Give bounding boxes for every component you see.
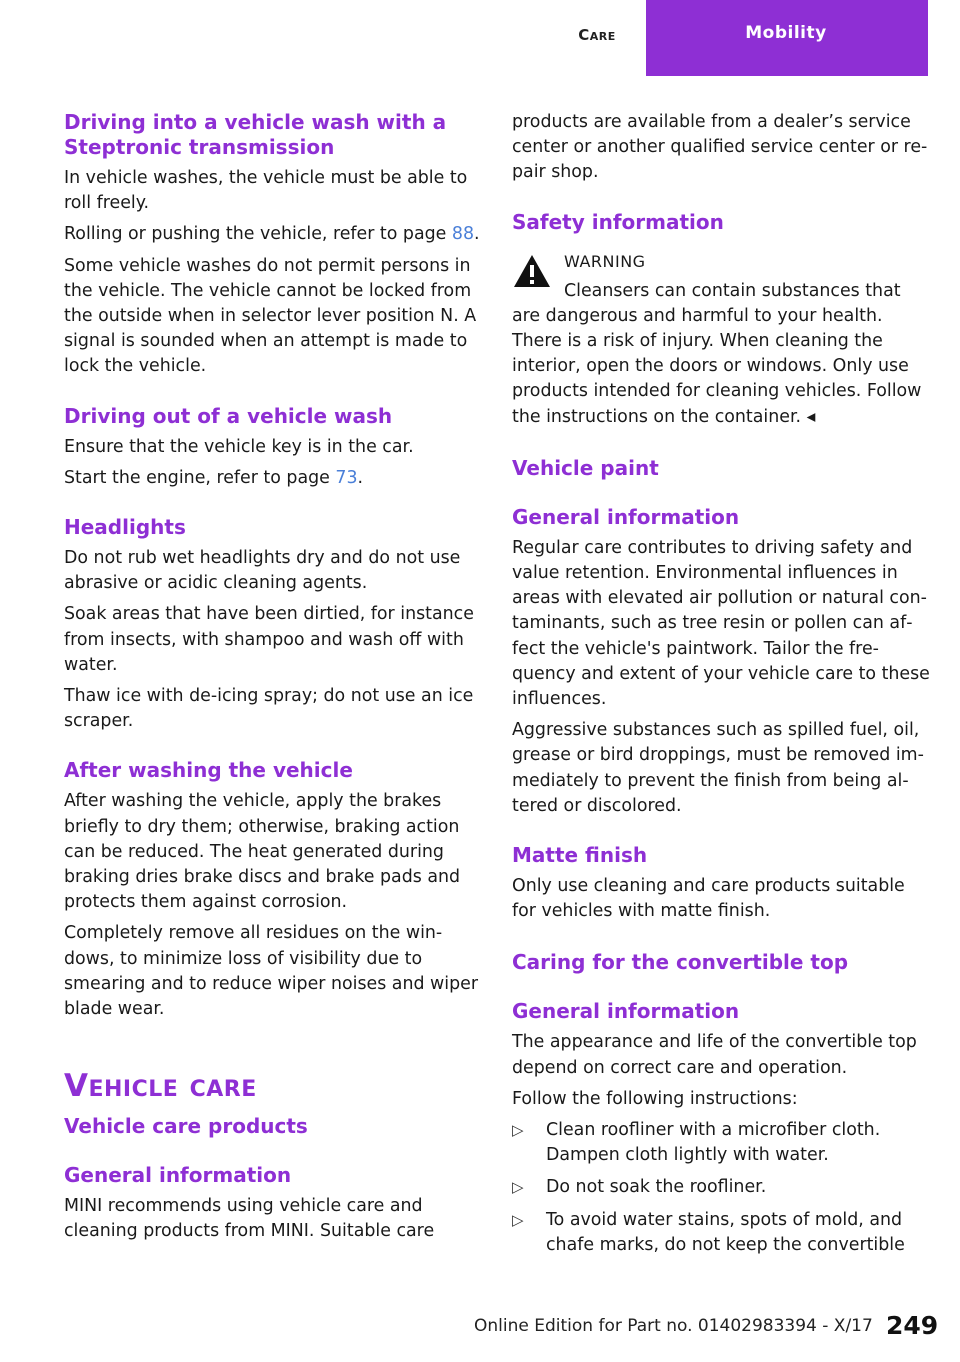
- heading-after-washing: After washing the vehicle: [64, 758, 353, 783]
- list-item-text: To avoid water stains, spots of mold, and chafe marks, do not keep the convertible: [546, 1209, 905, 1255]
- end-marker-icon: ◂: [806, 406, 816, 427]
- paragraph-persons: Some vehicle washes do not permit persons in the vehicle. The vehicle cannot be locked from the outside when in selector lever position N. A signal is sounded when an attempt is made to lock the vehicle.: [64, 255, 477, 377]
- tab-mobility[interactable]: [646, 0, 928, 76]
- paragraph-headlights-3: Thaw ice with de-icing spray; do not use an ice scraper.: [64, 686, 474, 732]
- text: Start the engine, refer to page: [64, 467, 336, 488]
- triangle-bullet-icon: ▷: [512, 1210, 524, 1229]
- paragraph-headlights-1: Do not rub wet headlights dry and do not use abrasive or acidic cleaning agents.: [64, 548, 461, 594]
- paragraph-headlights-2: Soak areas that have been dirtied, for instance from insects, with shampoo and wash off with water.: [64, 604, 474, 675]
- paragraph-roll-freely: In vehicle washes, the vehicle must be able to roll freely.: [64, 168, 468, 214]
- list-item: [512, 1118, 930, 1168]
- triangle-bullet-icon: ▷: [512, 1178, 524, 1197]
- page-link-73[interactable]: 73: [335, 467, 358, 488]
- list-item: [512, 1208, 930, 1258]
- heading-driving-out: Driving out of a vehicle wash: [64, 403, 393, 428]
- footer-edition: Online Edition for Part no. 01402983394 - X/17: [474, 1316, 873, 1336]
- page-link-88[interactable]: 88: [451, 224, 475, 245]
- warning-title: WARNING: [564, 251, 646, 271]
- right-column: [512, 110, 930, 1265]
- heading-general-information-top: General information: [512, 999, 740, 1024]
- paragraph-matte: Only use cleaning and care products suitable for vehicles with matte finish.: [512, 876, 905, 922]
- warning-block: [512, 251, 930, 430]
- text: .: [357, 467, 364, 488]
- paragraph-mini-recommends: MINI recommends using vehicle care and cleaning products from MINI. Suitable care: [64, 1196, 435, 1242]
- heading-vehicle-care-products: Vehicle care products: [64, 1114, 308, 1139]
- heading-headlights: Headlights: [64, 515, 186, 540]
- left-column: [64, 110, 482, 1245]
- heading-vehicle-paint: Vehicle paint: [512, 455, 659, 480]
- paragraph-paint-2: Aggressive substances such as spilled fuel, oil, grease or bird droppings, must be removed immediately to prevent the finish from being altered or discolored.: [512, 720, 924, 816]
- heading-convertible-top: Caring for the convertible top: [512, 950, 849, 975]
- list-item-text: Do not soak the roofliner.: [546, 1177, 767, 1198]
- paragraph-rolling-reference: [64, 222, 482, 247]
- tab-mobility-label: Mobility: [666, 0, 906, 52]
- heading-safety-information: Safety information: [512, 209, 724, 234]
- text: .: [474, 224, 480, 245]
- tab-care[interactable]: Care: [578, 26, 616, 44]
- paragraph-dealer-service: products are available from a dealer’s service center or another qualified service center or repair shop.: [512, 112, 928, 183]
- paragraph-top-2: Follow the following instructions:: [512, 1088, 798, 1109]
- paragraph-paint-1: Regular care contributes to driving safety and value retention. Environmental influences in areas with elevated air pollution or natural contaminants, such as tree resin or pollen can affect the vehicle's paintwork. Tailor the frequency and extent of your vehicle care to these influences.: [512, 537, 930, 710]
- warning-body: Cleansers can contain substances that are dangerous and harmful to your health. There is a risk of injury. When cleaning the interior, open the doors or windows. Only use products intended for cleaning vehicles. Follow the instructions on the container.: [512, 280, 922, 427]
- paragraph-vehicle-key: Ensure that the vehicle key is in the car.: [64, 436, 414, 457]
- instruction-list: [512, 1118, 930, 1258]
- heading-general-information-paint: General information: [512, 504, 740, 529]
- warning-text: [512, 279, 930, 430]
- warning-icon: [512, 253, 552, 289]
- heading-vehicle-care: Vehicle care: [64, 1068, 257, 1105]
- paragraph-start-engine: [64, 466, 482, 491]
- list-item: [512, 1175, 930, 1200]
- page-number: 249: [886, 1311, 939, 1340]
- paragraph-top-1: The appearance and life of the convertible top depend on correct care and operation.: [512, 1032, 917, 1078]
- list-item-text: Clean roofliner with a microfiber cloth. Dampen cloth lightly with water.: [546, 1120, 881, 1166]
- heading-steptronic: Driving into a vehicle wash with a Steptronic transmission: [64, 110, 447, 159]
- paragraph-after-washing-1: After washing the vehicle, apply the brakes briefly to dry them; otherwise, braking action can be reduced. The heat generated during braking dries brake discs and brake pads and protects them against corrosion.: [64, 791, 461, 913]
- heading-matte-finish: Matte finish: [512, 843, 648, 868]
- text: Rolling or pushing the vehicle, refer to page: [64, 224, 452, 245]
- triangle-bullet-icon: ▷: [512, 1121, 524, 1140]
- heading-general-information: General information: [64, 1163, 292, 1188]
- paragraph-after-washing-2: Completely remove all residues on the windows, to minimize loss of visibility due to smearing and to reduce wiper noises and wiper blade wear.: [64, 923, 478, 1020]
